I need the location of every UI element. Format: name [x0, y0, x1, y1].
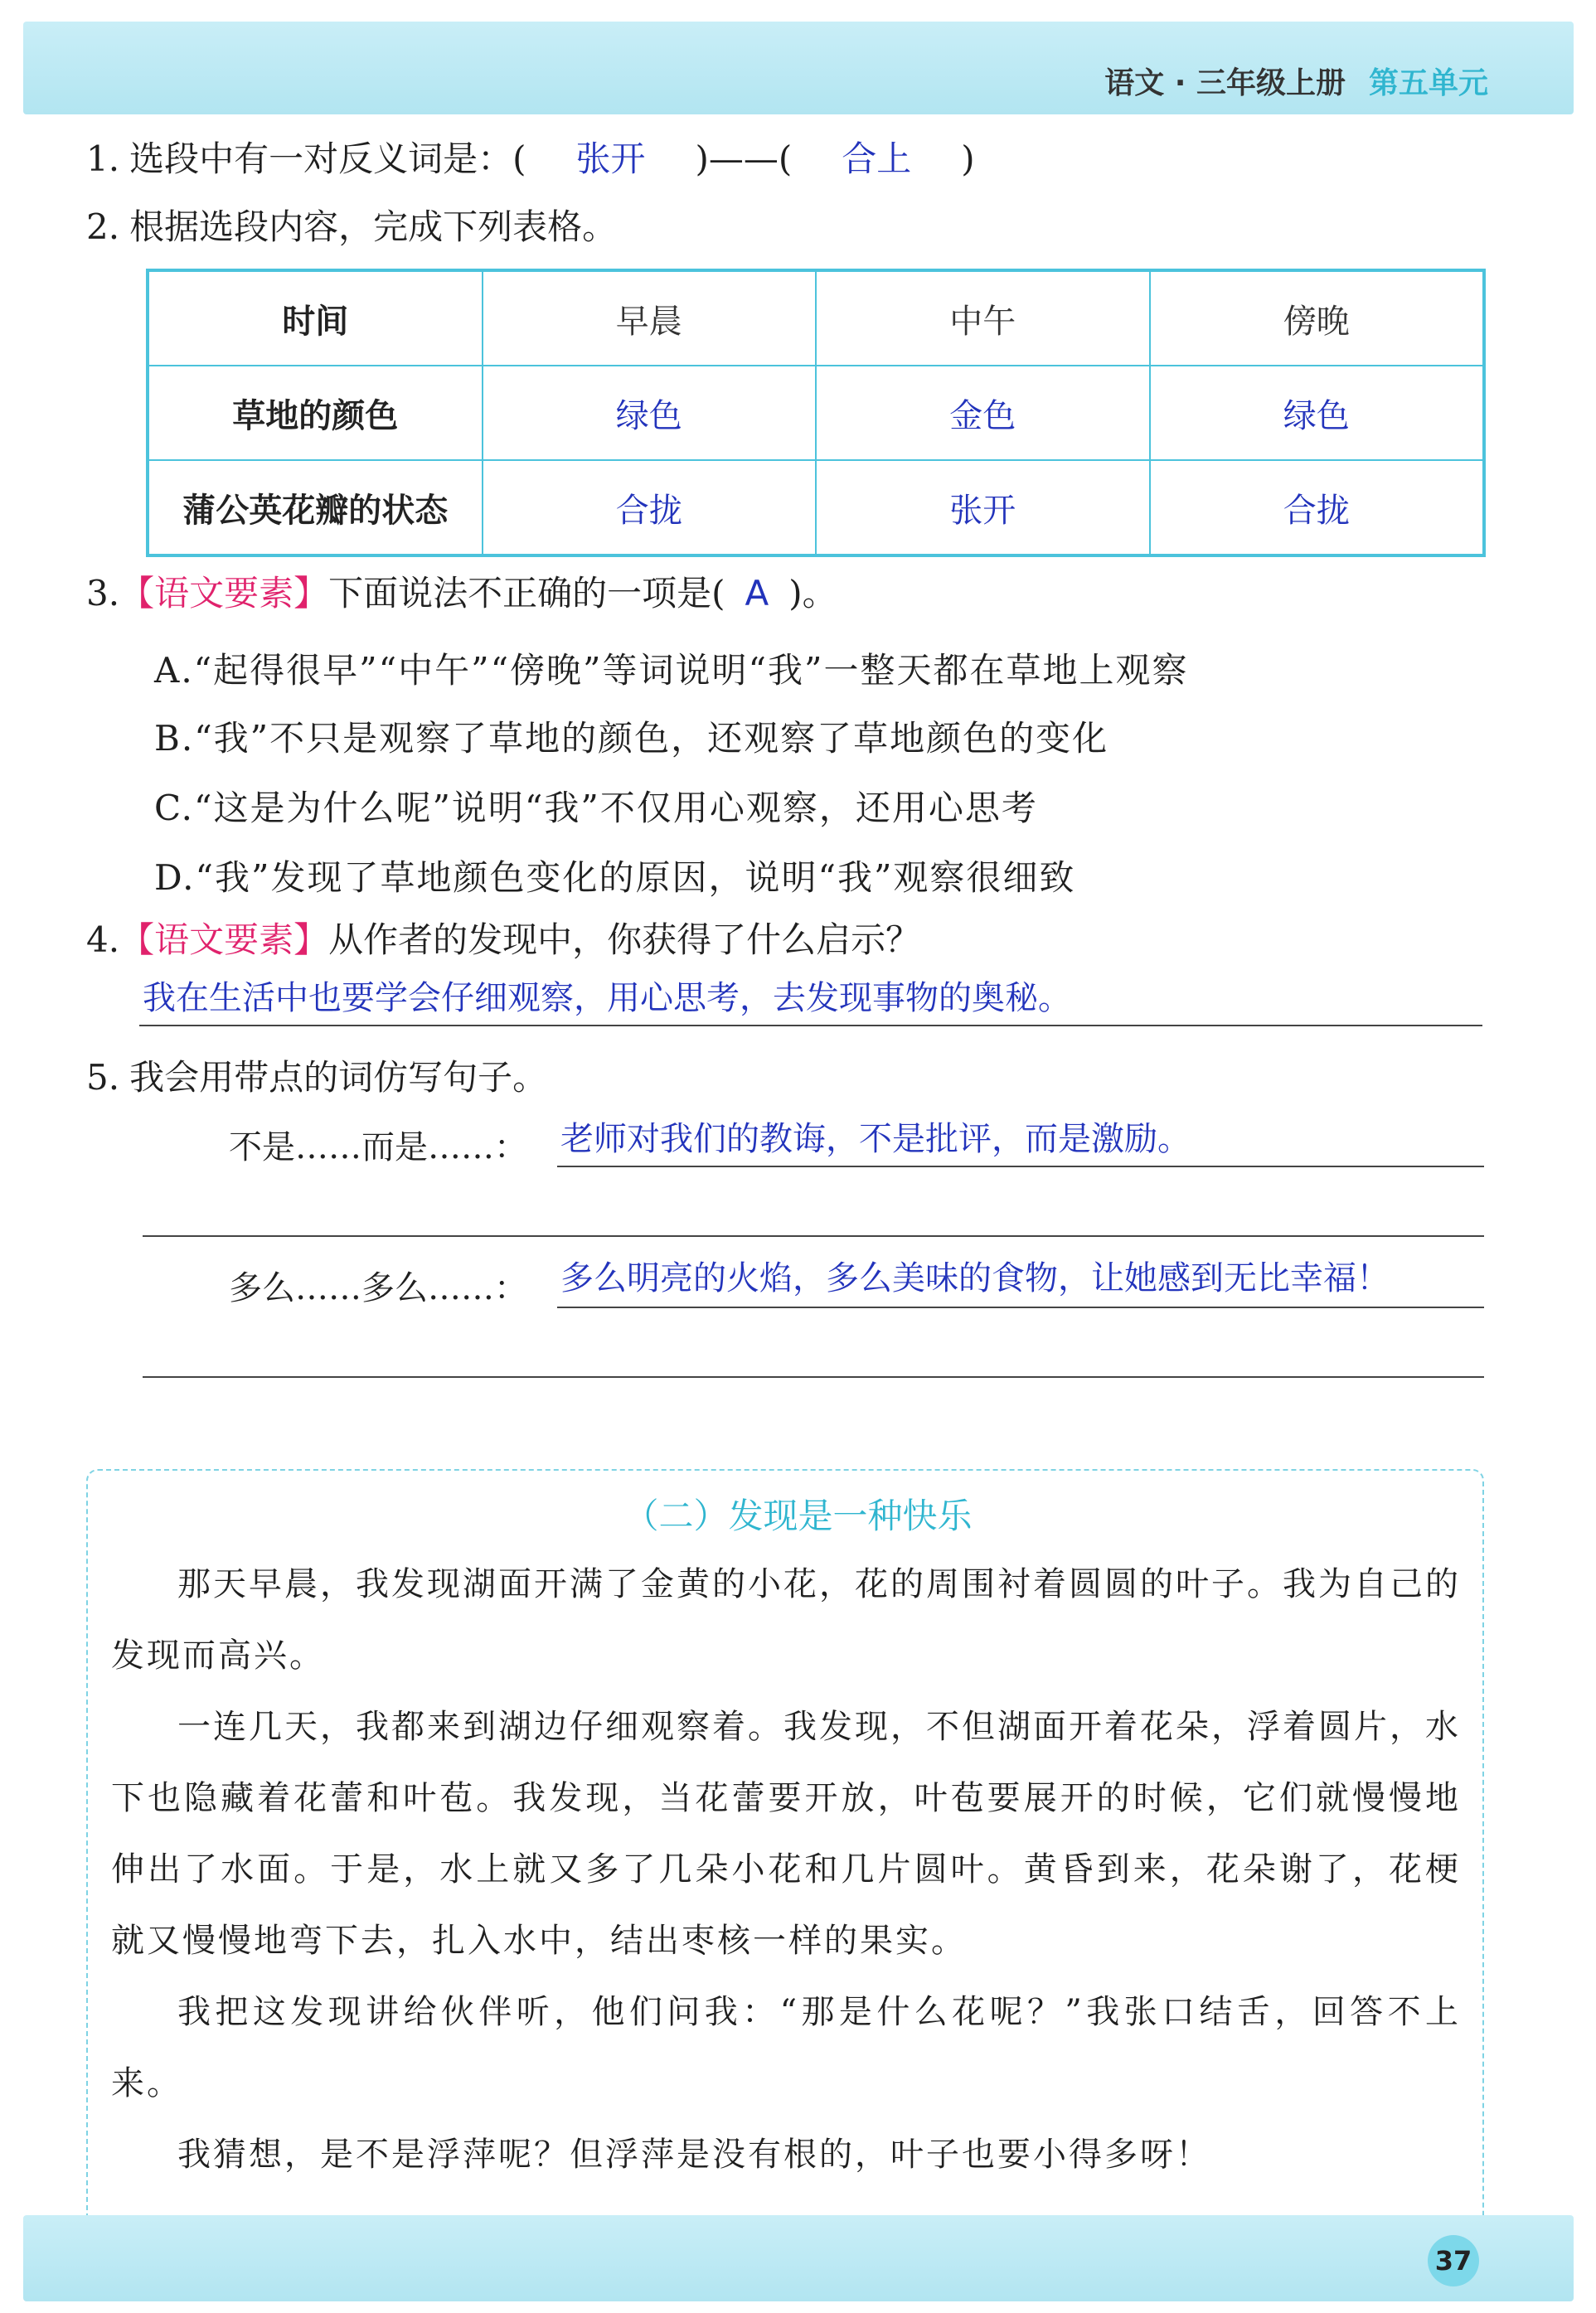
footer-band	[23, 2215, 1574, 2301]
table-header-cell: 早晨	[483, 271, 817, 366]
table-header-cell: 傍晚	[1150, 271, 1484, 366]
passage-paragraph: 那天早晨，我发现湖面开满了金黄的小花，花的周围衬着圆圆的叶子。我为自己的发现而高兴。	[111, 1565, 1461, 1675]
table-row	[148, 460, 1483, 555]
table-header-cell: 时间	[148, 271, 483, 366]
answer-line	[557, 1166, 1484, 1167]
answer-choice: A	[745, 573, 769, 613]
prompt-bushi-ershi: 不是……而是……：	[229, 1128, 527, 1166]
answer-cell: 张开	[816, 460, 1150, 555]
answer-line	[557, 1307, 1484, 1308]
answer-line	[139, 1025, 1482, 1026]
passage-body	[111, 1549, 1461, 2190]
table-header-row	[148, 271, 1483, 366]
row-label: 草地的颜色	[148, 366, 483, 460]
question-text: )。	[788, 573, 837, 613]
answer-cell: 绿色	[1150, 366, 1484, 460]
option-d: D.“我”发现了草地颜色变化的原因，说明“我”观察很细致	[154, 857, 1076, 898]
question-text: 从作者的发现中，你获得了什么启示？	[328, 919, 921, 960]
answer-cell: 金色	[816, 366, 1150, 460]
page-number: 37	[1428, 2235, 1479, 2286]
question-number: 2.	[86, 206, 120, 247]
question-2	[86, 204, 617, 250]
passage-title: （二）发现是一种快乐	[623, 1496, 973, 1536]
answer-line	[143, 1235, 1484, 1237]
question-number: 4.	[86, 919, 120, 960]
header-title	[1104, 60, 1488, 102]
question-3	[86, 570, 837, 617]
question-text: 根据选段内容，完成下列表格。	[129, 206, 618, 247]
answer-line	[143, 1376, 1484, 1378]
question-text: 下面说法不正确的一项是(	[328, 573, 725, 613]
question-1	[86, 136, 975, 182]
option-c: C.“这是为什么呢”说明“我”不仅用心观察，还用心思考	[154, 788, 1038, 828]
observation-table	[148, 270, 1484, 555]
question-text: 选段中有一对反义词是：(	[129, 138, 526, 179]
prompt-duome: 多么……多么……：	[229, 1269, 527, 1307]
question-5	[86, 1055, 547, 1101]
table-header-cell: 中午	[816, 271, 1150, 366]
question-number: 3.	[86, 573, 120, 613]
unit-title: 第五单元	[1368, 66, 1488, 100]
answer-antonym-1: 张开	[575, 138, 646, 179]
answer-antonym-2: 合上	[842, 138, 912, 179]
option-b: B.“我”不只是观察了草地的颜色，还观察了草地颜色的变化	[154, 718, 1109, 759]
answer-cell: 合拢	[1150, 460, 1484, 555]
question-number: 1.	[86, 138, 120, 179]
question-number: 5.	[86, 1057, 120, 1098]
question-text: )	[961, 138, 975, 179]
passage-paragraph: 一连几天，我都来到湖边仔细观察着。我发现，不但湖面开着花朵，浮着圆片，水下也隐藏着花蕾和叶苞。我发现，当花蕾要开放，叶苞要展开的时候，它们就慢慢地伸出了水面。于是，水上就又多了几朵小花和几片圆叶。黄昏到来，花朵谢了，花梗就又慢慢地弯下去，扎入水中，结出枣核一样的果实。	[111, 1708, 1461, 1960]
answer-cell: 合拢	[483, 460, 817, 555]
question-text: )——(	[695, 138, 793, 179]
option-a: A.“起得很早”“中午”“傍晚”等词说明“我”一整天都在草地上观察	[154, 650, 1189, 691]
answer-q5-1: 老师对我们的教诲，不是批评，而是激励。	[560, 1120, 1191, 1158]
element-tag: 【语文要素】	[119, 919, 329, 960]
book-title: 语文 · 三年级上册	[1104, 66, 1346, 100]
passage-paragraph: 我把这发现讲给伙伴听，他们问我：“那是什么花呢？”我张口结舌，回答不上来。	[111, 1993, 1461, 2102]
question-text: 我会用带点的词仿写句子。	[129, 1057, 548, 1098]
answer-q5-2: 多么明亮的火焰，多么美味的食物，让她感到无比幸福！	[560, 1259, 1390, 1297]
answer-cell: 绿色	[483, 366, 817, 460]
question-4	[86, 917, 920, 963]
passage-paragraph: 我猜想，是不是浮萍呢？但浮萍是没有根的，叶子也要小得多呀！	[177, 2136, 1211, 2174]
table-row	[148, 366, 1483, 460]
row-label: 蒲公英花瓣的状态	[148, 460, 483, 555]
element-tag: 【语文要素】	[119, 573, 329, 613]
answer-q4: 我在生活中也要学会仔细观察，用心思考，去发现事物的奥秘。	[143, 979, 1071, 1017]
